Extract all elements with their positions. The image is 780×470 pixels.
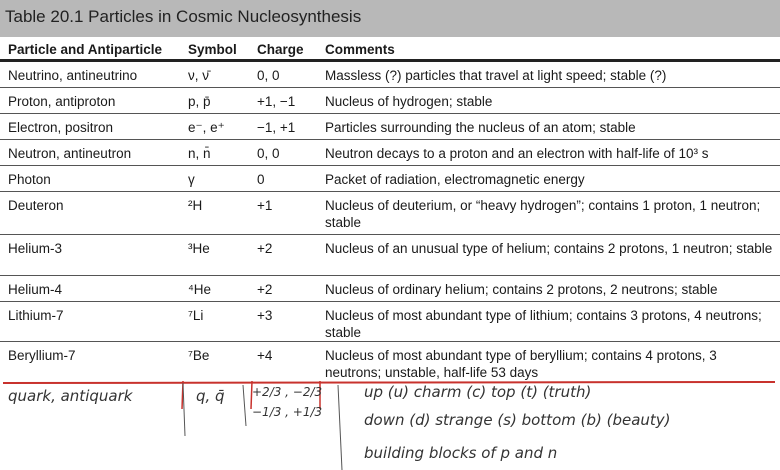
- charge-cell: +1, −1: [257, 94, 296, 109]
- table-row: [0, 88, 780, 114]
- pencil-divider-1: [183, 383, 185, 436]
- handwritten-charge-1: +2/3 , −2/3: [252, 385, 323, 399]
- handwritten-comment-1: up (u) charm (c) top (t) (truth): [364, 383, 592, 401]
- charge-cell: 0, 0: [257, 68, 280, 83]
- particle-cell: Helium-4: [8, 282, 63, 297]
- charge-cell: +4: [257, 348, 273, 363]
- handwritten-symbol: q, q̄: [196, 387, 225, 405]
- charge-cell: +3: [257, 308, 273, 323]
- particle-cell: Neutron, antineutron: [8, 146, 132, 161]
- particle-cell: Deuteron: [8, 198, 64, 213]
- table-row: [0, 342, 780, 380]
- particle-cell: Helium-3: [8, 241, 63, 256]
- table-row: [0, 114, 780, 140]
- symbol-cell: ⁷Be: [188, 348, 210, 363]
- symbol-cell: n, n̄: [188, 146, 211, 161]
- comment-cell: Nucleus of ordinary helium; contains 2 protons, 2 neutrons; stable: [325, 282, 718, 297]
- handwritten-comment-3: building blocks of p and n: [364, 444, 558, 462]
- charge-cell: +2: [257, 282, 273, 297]
- symbol-cell: ⁴He: [188, 282, 212, 297]
- header-particle: Particle and Antiparticle: [8, 42, 163, 57]
- pencil-divider-3: [338, 385, 342, 470]
- comment-cell: Nucleus of most abundant type of lithium; contains 3 protons, 4 neutrons; stable: [325, 308, 762, 340]
- symbol-cell: ²H: [188, 198, 203, 213]
- charge-cell: −1, +1: [257, 120, 296, 135]
- pencil-divider-2: [243, 385, 246, 426]
- table-title: Table 20.1 Particles in Cosmic Nucleosynthesis: [0, 0, 780, 37]
- table-row: [0, 192, 780, 235]
- table-row: [0, 166, 780, 192]
- particle-cell: Proton, antiproton: [8, 94, 116, 109]
- table-row: [0, 62, 780, 88]
- table-row: [0, 235, 780, 276]
- table-header-row: [0, 37, 780, 62]
- symbol-cell: ν, ν̄: [188, 68, 210, 83]
- symbol-cell: ³He: [188, 241, 210, 256]
- symbol-cell: p, p̄: [188, 94, 211, 109]
- comment-cell: Neutron decays to a proton and an electron with half-life of 10³ s: [325, 146, 709, 161]
- comment-cell: Particles surrounding the nucleus of an atom; stable: [325, 120, 636, 135]
- header-charge: Charge: [257, 42, 304, 57]
- charge-cell: 0: [257, 172, 265, 187]
- table-row: [0, 276, 780, 302]
- comment-cell: Packet of radiation, electromagnetic energy: [325, 172, 585, 187]
- symbol-cell: ⁷Li: [188, 308, 204, 323]
- particle-cell: Beryllium-7: [8, 348, 76, 363]
- charge-cell: +2: [257, 241, 273, 256]
- symbol-cell: γ: [188, 172, 195, 187]
- comment-cell: Nucleus of hydrogen; stable: [325, 94, 493, 109]
- charge-cell: +1: [257, 198, 273, 213]
- particle-cell: Electron, positron: [8, 120, 114, 135]
- header-symbol: Symbol: [188, 42, 237, 57]
- particle-cell: Lithium-7: [8, 308, 64, 323]
- charge-cell: 0, 0: [257, 146, 280, 161]
- comment-cell: Nucleus of deuterium, or “heavy hydrogen”; contains 1 proton, 1 neutron; stable: [325, 198, 761, 230]
- header-comments: Comments: [325, 42, 395, 57]
- handwritten-particle: quark, antiquark: [8, 387, 133, 405]
- comment-cell: Nucleus of an unusual type of helium; contains 2 protons, 1 neutron; stable: [325, 241, 773, 256]
- symbol-cell: e⁻, e⁺: [188, 120, 225, 135]
- table-row: [0, 140, 780, 166]
- handwritten-charge-2: −1/3 , +1/3: [252, 405, 323, 419]
- comment-cell: Nucleus of most abundant type of beryllium; contains 4 protons, 3 neutrons; unstable, half-life 53 days: [325, 348, 717, 380]
- particle-cell: Neutrino, antineutrino: [8, 68, 138, 83]
- comment-cell: Massless (?) particles that travel at light speed; stable (?): [325, 68, 667, 83]
- handwritten-annotation: [0, 381, 780, 470]
- handwritten-comment-2: down (d) strange (s) bottom (b) (beauty): [364, 411, 671, 429]
- table-row: [0, 302, 780, 342]
- particle-cell: Photon: [8, 172, 51, 187]
